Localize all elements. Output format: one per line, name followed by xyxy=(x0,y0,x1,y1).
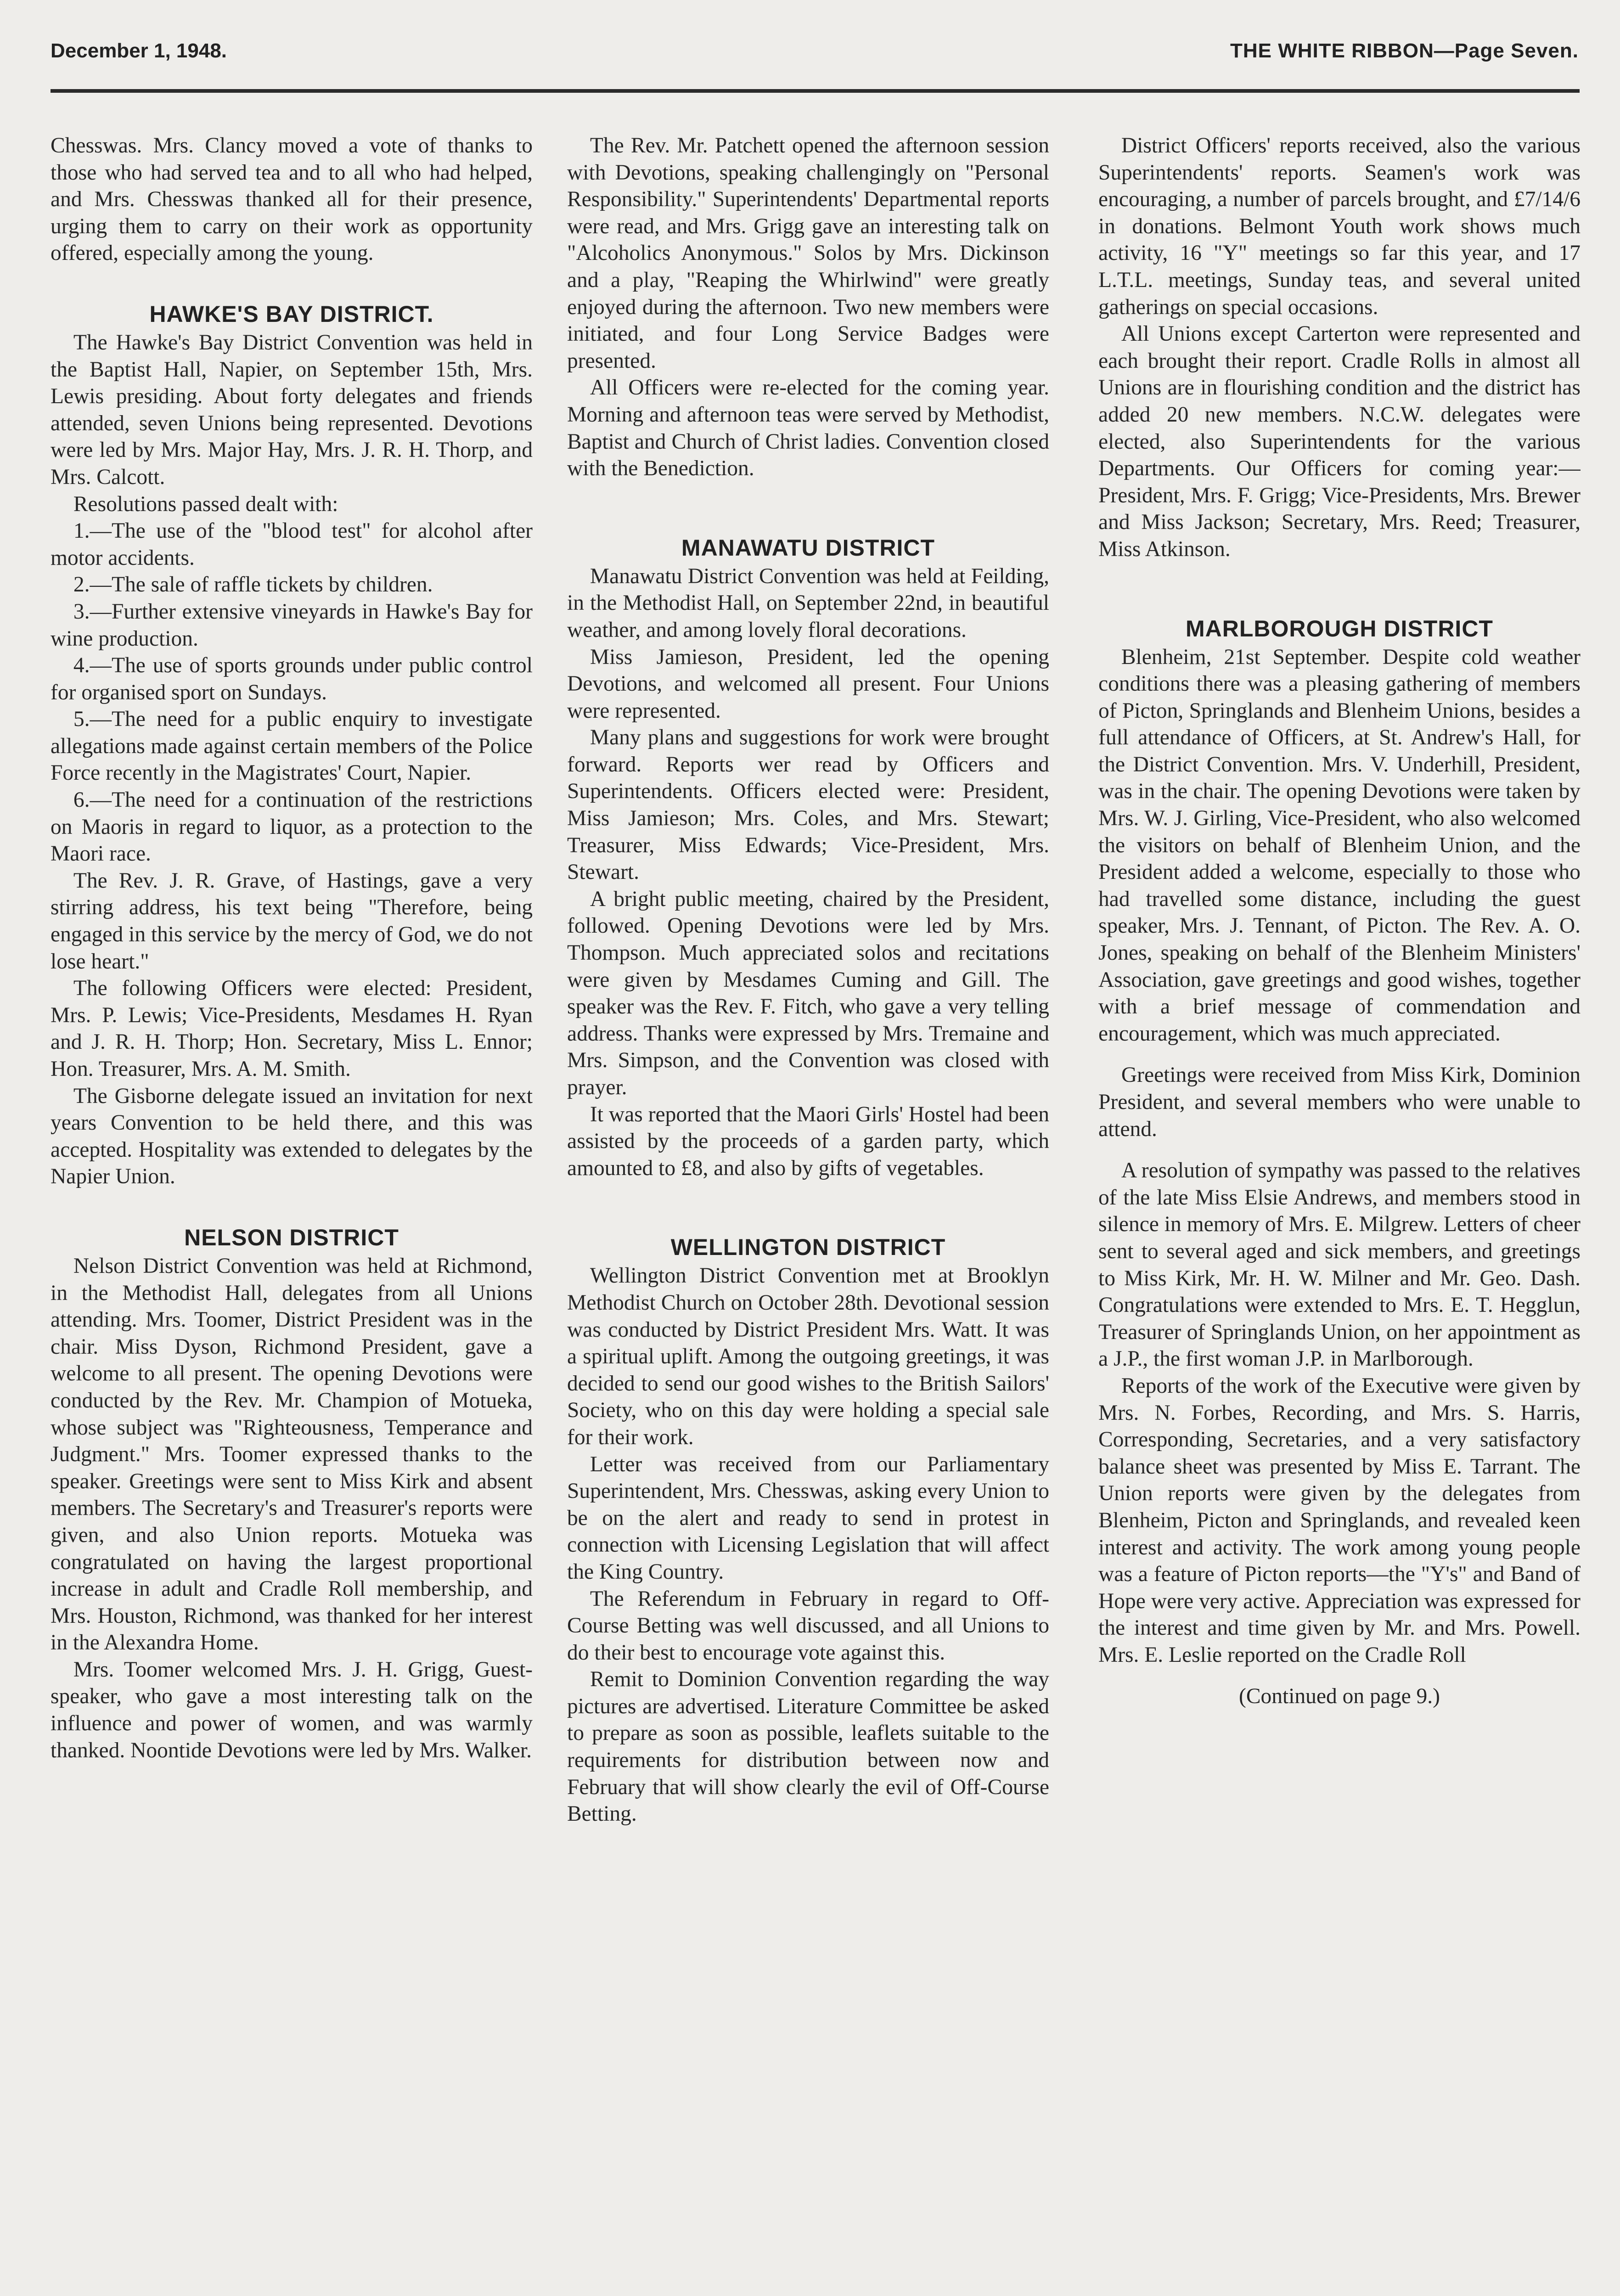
resolution-item: 5.—The need for a public enquiry to investigate allegations made against certain members of the Police Force recently in the Magistrates' Court, Napier. xyxy=(51,707,533,785)
wellington-heading: WELLINGTON DISTRICT xyxy=(670,1234,946,1261)
paragraph: Blenheim, 21st September. Despite cold weather conditions there was a pleasing gathering of members of Picton, Springlands and Blenheim Unions, besides a full attendance of Officers, at St. Andrew's Hall, for the District Convention. Mrs. V. Underhill, President, was in the chair. The opening Devotions were taken by Mrs. W. J. Girling, Vice-President, who also welcomed the visitors on behalf of Blenheim Union, and the President added a welcome, especially to those who had travelled some distance, including the guest speaker, Mrs. J. Tennant, of Picton. The Rev. A. O. Jones, speaking on behalf of the Blenheim Ministers' Association, gave greetings and good wishes, together with a brief message of commendation and encouragement, which was much appreciated. xyxy=(1098,645,1581,1046)
paragraph: Letter was received from our Parliamentary Superintendent, Mrs. Chesswas, asking every Union to be on the alert and ready to send in protest in connection with Licensing Legislation that will affect the King Country. xyxy=(567,1452,1049,1584)
paragraph: The Gisborne delegate issued an invitation for next years Convention to be held there, and this was accepted. Hospitality was extended to delegates by the Napier Union. xyxy=(51,1084,533,1189)
paragraph: All Unions except Carterton were represented and each brought their report. Cradle Rolls in almost all Unions are in flourishing condition and the district has added 20 new members. N.C.W. delegates were elected, also Superintendents for the various Departments. Our Officers for coming year:—President, Mrs. F. Grigg; Vice-Presidents, Mrs. Brewer and Miss Jackson; Secretary, Mrs. Reed; Treasurer, Miss Atkinson. xyxy=(1098,322,1581,561)
paragraph: Wellington District Convention met at Brooklyn Methodist Church on October 28th. Devotional session was conducted by District President Mrs. Watt. It was a spiritual uplift. Among the outgoing greetings, it was decided to send our good wishes to the British Sailors' Society, who on this day were holding a special sale for their work. xyxy=(567,1264,1049,1449)
paragraph: The Referendum in February in regard to Off-Course Betting was well discussed, and all Unions to do their best to encourage vote against this. xyxy=(567,1587,1049,1665)
paragraph: Nelson District Convention was held at Richmond, in the Methodist Hall, delegates from all Unions attending. Mrs. Toomer, District President was in the chair. Miss Dyson, Richmond President, gave a welcome to all present. The opening Devotions were conducted by the Rev. Mr. Champion of Motueka, whose subject was "Righteousness, Temperance and Judgment." Mrs. Toomer expressed thanks to the speaker. Greetings were sent to Miss Kirk and absent members. The Secretary's and Treasurer's reports were given, and also Union reports. Motueka was congratulated on having the largest proportional increase in adult and Cradle Roll membership, and Mrs. Houston, Richmond, was thanked for her interest in the Alexandra Home. xyxy=(51,1254,533,1655)
resolution-item: 1.—The use of the "blood test" for alcohol after motor accidents. xyxy=(51,519,533,570)
paragraph: The Hawke's Bay District Convention was held in the Baptist Hall, Napier, on September 15th, Mrs. Lewis presiding. About forty delegates and friends attended, seven Unions being represented. Devotions were led by Mrs. Major Hay, Mrs. J. R. H. Thorp, and Mrs. Calcott. xyxy=(51,330,533,489)
continued-notice: (Continued on page 9.) xyxy=(1239,1684,1440,1709)
paragraph: All Officers were re-elected for the coming year. Morning and afternoon teas were served by Methodist, Baptist and Church of Christ ladies. Convention closed with the Benediction. xyxy=(567,376,1049,481)
hawkes-bay-heading: HAWKE'S BAY DISTRICT. xyxy=(149,301,434,327)
marlborough-heading: MARLBOROUGH DISTRICT xyxy=(1186,615,1493,642)
paragraph: Resolutions passed dealt with: xyxy=(73,492,338,516)
page-header xyxy=(51,39,1579,76)
resolution-item: 4.—The use of sports grounds under public control for organised sport on Sundays. xyxy=(51,653,533,704)
publication-title: THE WHITE RIBBON—Page Seven. xyxy=(1230,39,1579,62)
paragraph: Miss Jamieson, President, led the opening Devotions, and welcomed all present. Four Unions were represented. xyxy=(567,645,1049,723)
paragraph: Reports of the work of the Executive were given by Mrs. N. Forbes, Recording, and Mrs. S. Harris, Corresponding, Secretaries, and a very satisfactory balance sheet was presented by Miss E. Tarrant. The Union reports were given by the delegates from Blenheim, Picton and Springlands, and revealed keen interest and activity. The work among young people was a feature of Picton reports—the "Y's" and Band of Hope were very active. Appreciation was expressed for the interest and time given by Mr. and Mrs. Powell. Mrs. E. Leslie reported on the Cradle Roll xyxy=(1098,1373,1581,1667)
column-2 xyxy=(567,132,1049,2296)
issue-date: December 1, 1948. xyxy=(51,39,227,62)
paragraph: Remit to Dominion Convention regarding the way pictures are advertised. Literature Committee be asked to prepare as soon as possible, leaflets suitable to the requirements for distribution between now and February that will show clearly the evil of Off-Course Betting. xyxy=(567,1667,1049,1826)
paragraph: Many plans and suggestions for work were brought forward. Reports wer read by Officers and Superintendents. Officers elected were: President, Miss Jamieson; Mrs. Coles, and Mrs. Stewart; Treasurer, Miss Edwards; Vice-President, Mrs. Stewart. xyxy=(567,726,1049,884)
continued-paragraph: Chesswas. Mrs. Clancy moved a vote of thanks to those who had served tea and to all who had helped, and Mrs. Chesswas thanked all for their presence, urging them to carry on their work as opportunity offered, especially among the young. xyxy=(51,134,533,265)
paragraph: Greetings were received from Miss Kirk, Dominion President, and several members who were unable to attend. xyxy=(1098,1063,1581,1141)
resolution-item: 3.—Further extensive vineyards in Hawke's Bay for wine production. xyxy=(51,599,533,651)
manawatu-heading: MANAWATU DISTRICT xyxy=(681,535,935,561)
nelson-heading: NELSON DISTRICT xyxy=(184,1224,399,1250)
paragraph: The following Officers were elected: President, Mrs. P. Lewis; Vice-Presidents, Mesdames H. Ryan and J. R. H. Thorp; Hon. Secretary, Miss L. Ennor; Hon. Treasurer, Mrs. A. M. Smith. xyxy=(51,976,533,1081)
paragraph: A resolution of sympathy was passed to the relatives of the late Miss Elsie Andrews, and members stood in silence in memory of Mrs. E. Milgrew. Letters of cheer sent to several aged and sick members, and greetings to Miss Kirk, Mr. H. W. Milner and Mr. Geo. Dash. Congratulations were extended to Mrs. E. T. Hegglun, Treasurer of Springlands Union, on her appointment as a J.P., the first woman J.P. in Marlborough. xyxy=(1098,1159,1581,1371)
column-3 xyxy=(1098,132,1581,2296)
header-rule xyxy=(51,89,1580,93)
paragraph: District Officers' reports received, also the various Superintendents' reports. Seamen's work was encouraging, a number of parcels brought, and £7/14/6 in donations. Belmont Youth work shows much activity, 16 "Y" meetings so far this year, and 17 L.T.L. meetings, Sunday teas, and several united gatherings on special occasions. xyxy=(1098,134,1581,319)
column-1 xyxy=(51,132,533,2296)
paragraph: The Rev. Mr. Patchett opened the afternoon session with Devotions, speaking challengingly on "Personal Responsibility." Superintendents' Departmental reports were read, and Mrs. Grigg gave an interesting talk on "Alcoholics Anonymous." Solos by Mrs. Dickinson and a play, "Reaping the Whirlwind" were greatly enjoyed during the afternoon. Two new members were initiated, and four Long Service Badges were presented. xyxy=(567,134,1049,373)
paragraph: The Rev. J. R. Grave, of Hastings, gave a very stirring address, his text being "Therefore, being engaged in this service by the mercy of God, we do not lose heart." xyxy=(51,868,533,974)
paragraph: Manawatu District Convention was held at Feilding, in the Methodist Hall, on September 22nd, in beautiful weather, and among lovely floral decorations. xyxy=(567,564,1049,642)
resolution-item: 6.—The need for a continuation of the restrictions on Maoris in regard to liquor, as a protection to the Maori race. xyxy=(51,788,533,866)
paragraph: Mrs. Toomer welcomed Mrs. J. H. Grigg, Guest-speaker, who gave a most interesting talk on the influence and power of women, and was warmly thanked. Noontide Devotions were led by Mrs. Walker. xyxy=(51,1657,533,1762)
resolution-item: 2.—The sale of raffle tickets by children. xyxy=(73,573,433,597)
paragraph: A bright public meeting, chaired by the President, followed. Opening Devotions were led by Mrs. Thompson. Much appreciated solos and recitations were given by Mesdames Cuming and Gill. The speaker was the Rev. F. Fitch, who gave a very telling address. Thanks were expressed by Mrs. Tremaine and Mrs. Simpson, and the Convention was closed with prayer. xyxy=(567,887,1049,1099)
paragraph: It was reported that the Maori Girls' Hostel had been assisted by the proceeds of a garden party, which amounted to £8, and also by gifts of vegetables. xyxy=(567,1102,1049,1180)
